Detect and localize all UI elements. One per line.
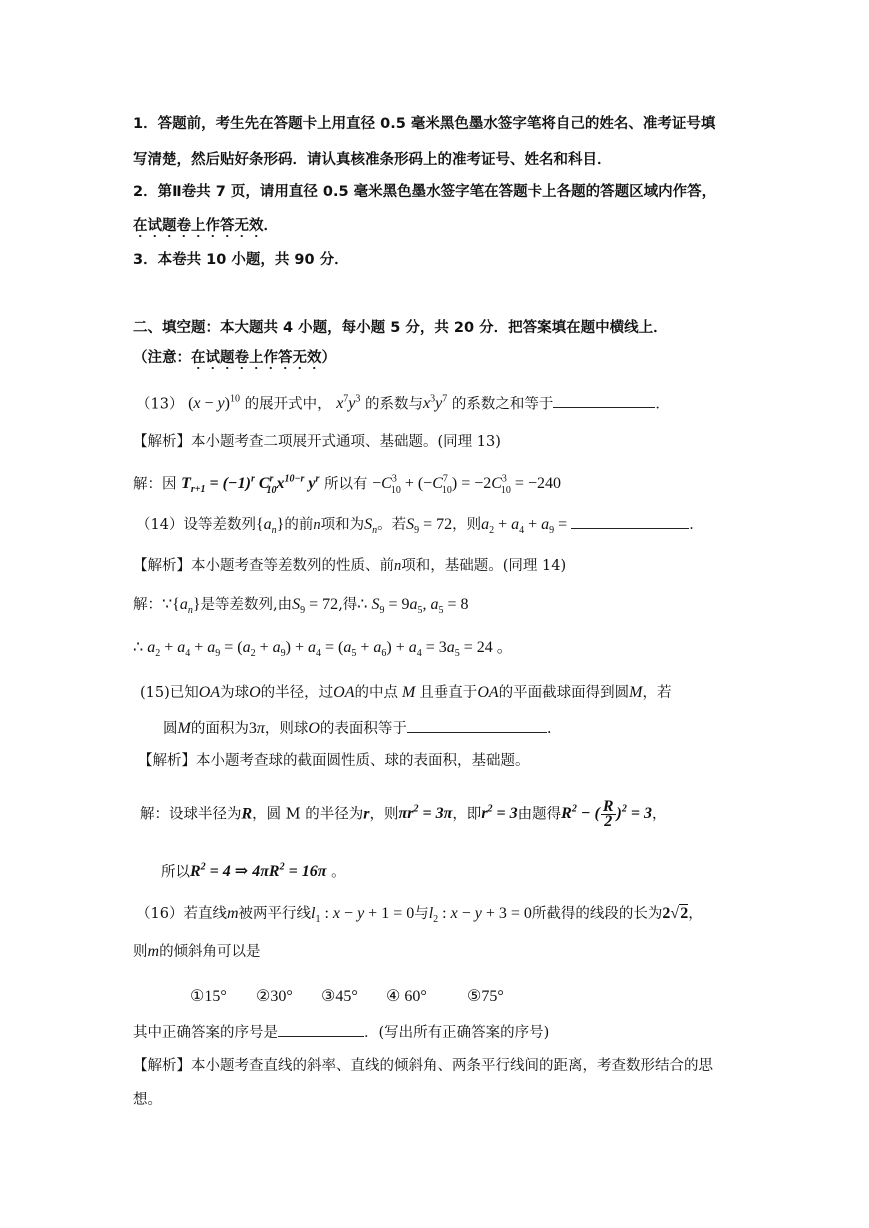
q15-t9: 的面积为 [190,721,249,737]
q16-ask-end: ．(写出所有正确答案的序号) [364,1025,550,1041]
q13-sol-result: $-C^3_{10} + (-C^7_{10}) = -2C^3_{10} = -240$ [372,474,561,496]
q16-option-4: ④ 60° [386,988,427,1005]
instruction-2-period: ． [263,218,278,234]
q13-sol-mid: 所以有 [324,476,368,493]
q15-m-1: M [397,684,420,701]
q14-analysis-n: n [394,558,402,574]
q15-t7: ，若 [642,685,672,701]
q15-r-squared: $r^2 = 3$ [481,804,518,823]
q13-text-3: 的系数之和等于 [451,396,554,413]
q15-t4: 的中点 [354,685,398,701]
instruction-1-line-1: 1．答题前，考生先在答题卡上用直径 0.5 毫米黑色墨水签字笔将自己的姓名、准考证号填 [133,116,716,132]
q14-sol-result: ∴ $S_9 = 9a_5$, $a_5 = 8$ [357,596,469,617]
q15-t3: 的半径，过 [260,685,334,701]
q16-t3: 与 [414,906,429,922]
section-heading: 二、填空题：本大题共 4 小题，每小题 5 分，共 20 分．把答案填在题中横线上． [133,320,668,336]
q15-number: (15) [140,685,170,701]
section-note [133,348,336,368]
q16-t5: ， [688,906,703,922]
q15-o-2: O [308,720,320,737]
q14-text-2: 的前 [284,517,314,533]
q16-line2a: 则 [133,944,148,960]
q16-number: （16） [136,906,184,922]
q14-sn: $S_n$ [364,516,378,537]
q16-analysis-line-1: 【解析】本小题考查直线的斜率、直线的倾斜角、两条平行线间的距离，考查数形结合的思 [133,1058,713,1074]
q14-solution-line-1 [133,595,469,621]
q15-oa-2: OA [333,684,355,701]
q15-t6: 的平面截球面得到圆 [498,685,630,701]
q15-analysis: 【解析】本小题考查球的截面圆性质、球的表面积，基础题。 [138,753,530,769]
q14-answer-blank[interactable] [571,514,689,529]
instruction-3: 3．本卷共 10 小题，共 90 分． [133,252,349,268]
q16-m-2: m [147,943,160,960]
q15-equation: $R^2$ − ( $\frac{R}{2}$ )$^2$ = 3 [561,798,652,831]
q14-seq: $\{a_n\}$ [255,516,285,537]
q15-t10: ，则球 [264,721,309,737]
q14-sol-t1: 是等差数列,由 [200,597,293,613]
q14-sol-prefix: 解： [133,597,162,613]
q16-t2: 被两平行线 [238,906,312,922]
q16-m-1: m [226,905,239,922]
q14-solution-line-2: ∴ $a_2 + a_4 + a_9 = (a_2 + a_9) + a_4 = (a_5 + a_6) + a_4 = 3a_5 = 24$ 。 [133,639,513,660]
q14-sol-s9: $S_9 = 72$ [292,596,339,617]
instruction-2-line-1: 2．第Ⅱ卷共 7 页，请用直径 0.5 毫米黑色墨水签字笔在答题卡上各题的答题区域内作答， [133,184,717,200]
q15-o-1: O [249,684,261,701]
q15-t5: 且垂直于 [419,685,478,701]
q13-term-a: $x^7y^3$ [336,394,361,413]
q13-end: ． [655,396,670,413]
q13-answer-blank[interactable] [553,393,655,408]
q16-option-5: ⑤75° [467,988,504,1005]
q15-solution-line-2: 所以$R^2 = 4$ ⇒ $4\pi R^2 = 16\pi$ 。 [161,862,346,881]
q15-t2: 为球 [220,685,250,701]
q14-text-1: 设等差数列 [183,517,256,533]
q15-sol1: 解：设球半径为 [140,806,242,823]
q15-t1: 已知 [169,685,199,701]
q14-number: （14） [136,517,184,533]
q13-text-2: 的系数与 [365,396,424,413]
question-13 [136,390,670,414]
q14-s9: $S_9 = 72$ [406,516,453,537]
instruction-1-line-2: 写清楚，然后贴好条形码．请认真核准条形码上的准考证号、姓名和科目． [133,152,612,168]
q14-analysis-tail: 项和，基础题。(同理 14) [401,558,567,574]
q15-t11: 的表面积等于 [319,721,407,737]
q15-area: 3π [248,720,265,737]
q15-final: $R^2 = 4$ ⇒ $4\pi R^2 = 16\pi$ [190,862,327,881]
q15-answer-blank[interactable] [407,718,547,733]
q15-R: R [241,805,253,823]
note-open: （注意： [133,350,191,366]
q14-analysis [133,556,566,576]
q13-general-term: $T_{r+1} = (-1)^r$ $C^r_{10}x^{10-r}$ $y^r$ [181,474,320,496]
instruction-2-line-2 [133,216,278,236]
q16-answer-blank[interactable] [278,1022,364,1037]
q14-text-5: ，则 [452,517,482,533]
q15-oa-3: OA [477,684,499,701]
q16-ask-text: 其中正确答案的序号是 [133,1025,278,1041]
emphasis-dotted-text: 在试题卷上作答无效 [133,218,264,238]
q15-m-2: M [629,684,643,701]
q13-solution [133,470,561,501]
q14-sol-t2: ,得 [338,597,358,613]
q16-line2b: 的倾斜角可以是 [159,944,261,960]
q13-sol-prefix: 解：因 [133,476,177,493]
q13-number: （13） [136,396,184,413]
q16-analysis-line-2: 想。 [133,1092,162,1108]
q15-solution-line-1: 解：设球半径为R，圆 M 的半径为r，则$\pi r^2 = 3\pi$，即$r^2 = 3$由题得$R^2$ − ( $\frac{R}{2}$ )$^2$ = 3， [140,798,667,831]
q15-sol3: ，则 [369,806,399,823]
q15-circle-area: $\pi r^2 = 3\pi$ [398,804,453,823]
question-16-line-2 [133,942,261,962]
q16-option-3: ③45° [321,988,358,1005]
q14-sum-expr: $a_2 + a_4 + a_9$ = [481,516,572,537]
q13-term-b: $x^3y^7$ [423,394,448,413]
note-dotted-text: 在试题卷上作答无效 [191,350,322,370]
q13-analysis: 【解析】本小题考查二项展开式通项、基础题。(同理 13) [133,434,501,450]
q15-sol-so: 所以 [161,864,190,881]
q15-m-3: M [177,720,191,737]
q14-text-3: 项和为 [320,517,365,533]
q15-sol4: ，即 [452,806,482,823]
q14-text-4: 。若 [377,517,407,533]
q13-text-1: 的展开式中， [244,396,332,413]
question-14 [136,514,704,541]
q13-expression: $(x - y)^{10}$ [188,394,240,413]
q14-because: $\because\{a_n\}$ [162,596,201,617]
note-close: ） [321,350,336,366]
q15-sol5: 由题得 [517,806,562,823]
q15-t8: 圆 [163,721,178,737]
q16-t4: 所截得的线段的长为 [531,906,663,922]
q16-length: 2√2 [662,905,689,922]
question-15-line-2 [163,718,552,739]
q16-option-1: ①15° [190,988,227,1005]
q16-t1: 若直线 [183,906,227,922]
q15-sol2: ，圆 M 的半径为 [252,806,364,823]
q15-oa-1: OA [198,684,221,701]
q14-n: n [313,517,321,533]
q15-end: . [546,721,552,737]
q14-analysis-text: 【解析】本小题考查等差数列的性质、前 [133,558,394,574]
q16-l1: $l_1$ : x − y + 1 = 0 [311,905,415,926]
question-15-line-1 [140,683,671,703]
q16-l2: $l_2$ : x − y + 3 = 0 [428,905,532,926]
q14-end: ． [689,517,704,533]
q15-r: r [363,805,370,823]
q16-ask [133,1022,549,1043]
q16-option-2: ②30° [256,988,293,1005]
question-16-line-1 [136,904,703,930]
